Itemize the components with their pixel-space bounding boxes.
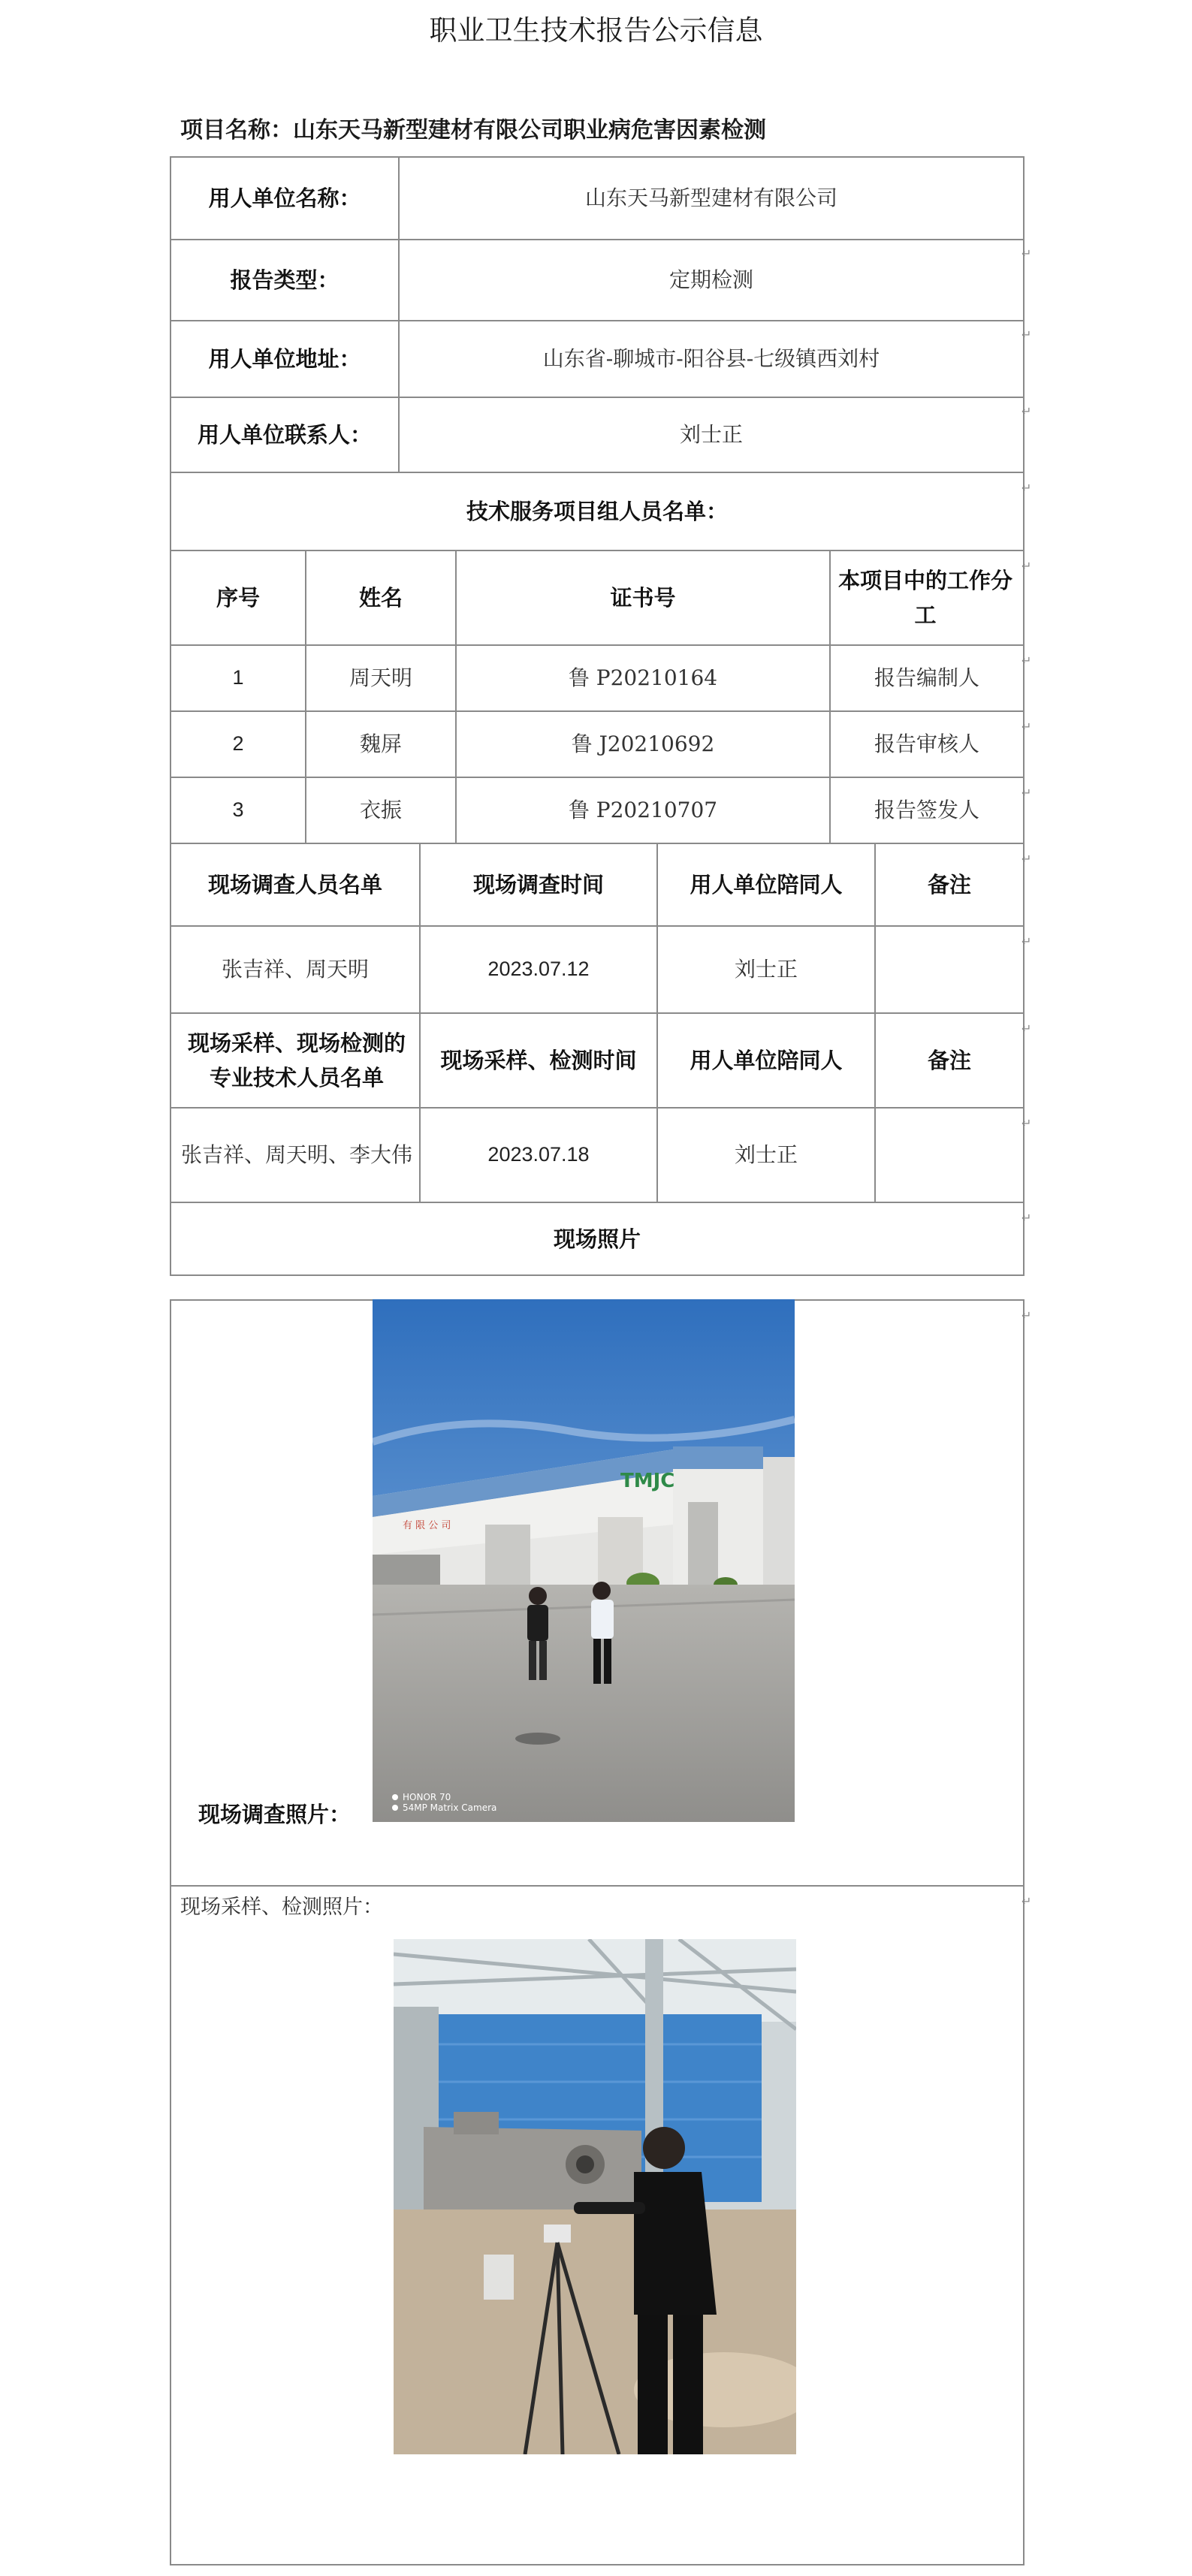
team-row-3-role: 报告签发人: [874, 797, 979, 822]
address-label: 用人单位地址：: [208, 345, 361, 372]
paragraph-mark: ↵: [1021, 1308, 1032, 1323]
survey-staff: 张吉祥、周天明: [221, 956, 369, 982]
team-row-3-no: 3: [232, 798, 244, 822]
sampling-col-date: 现场采样、检测时间: [440, 1047, 637, 1073]
photos-heading: 现场照片: [553, 1226, 641, 1252]
sampling-photo: [394, 1939, 796, 2454]
team-row-1-name: 周天明: [349, 665, 412, 690]
team-row-1-cert: 鲁 P20210164: [568, 665, 718, 690]
paragraph-mark: ↵: [1021, 481, 1032, 495]
team-row-1-role: 报告编制人: [874, 665, 979, 690]
paragraph-mark: ↵: [1021, 246, 1032, 261]
survey-col-companion: 用人单位陪同人: [690, 871, 843, 897]
team-row-2-role: 报告审核人: [874, 731, 979, 756]
sampling-col-companion: 用人单位陪同人: [690, 1047, 843, 1073]
paragraph-mark: ↵: [1021, 327, 1032, 342]
sampling-date: 2023.07.18: [487, 1143, 590, 1166]
page-title: 职业卫生技术报告公示信息: [429, 14, 763, 47]
svg-text:有 限 公 司: 有 限 公 司: [403, 1520, 451, 1531]
col-no: 序号: [216, 584, 260, 611]
team-row-1-no: 1: [232, 666, 244, 689]
survey-companion: 刘士正: [734, 956, 798, 982]
paragraph-mark: ↵: [1021, 1211, 1032, 1225]
contact-value: 刘士正: [679, 421, 743, 447]
paragraph-mark: ↵: [1021, 719, 1032, 734]
team-row-2-cert: 鲁 J20210692: [571, 731, 715, 756]
team-heading: 技术服务项目组人员名单：: [466, 498, 728, 524]
sampling-staff: 张吉祥、周天明、李大伟: [180, 1142, 412, 1167]
sampling-note: [876, 1109, 1023, 1202]
survey-col-date: 现场调查时间: [472, 871, 604, 897]
survey-photo-label: 现场调查照片：: [198, 1801, 352, 1827]
camera-watermark-1: HONOR 70: [403, 1792, 451, 1802]
paragraph-mark: ↵: [1021, 786, 1032, 800]
team-row-2-name: 魏屏: [359, 731, 402, 756]
survey-photo: [373, 1299, 795, 1822]
col-role: 本项目中的工作分工: [837, 567, 1012, 628]
project-name: 项目名称：山东天马新型建材有限公司职业病危害因素检测: [180, 117, 766, 143]
unit-name-value: 山东天马新型建材有限公司: [584, 185, 837, 210]
paragraph-mark: ↵: [1021, 1116, 1032, 1130]
team-row-3-cert: 鲁 P20210707: [568, 797, 718, 822]
col-cert: 证书号: [610, 584, 676, 611]
survey-col-note: 备注: [927, 871, 971, 897]
paragraph-mark: ↵: [1021, 404, 1032, 418]
paragraph-mark: ↵: [1021, 1021, 1032, 1036]
sampling-photo-label: 现场采样、检测照片：: [180, 1896, 383, 1920]
col-name: 姓名: [358, 584, 403, 611]
unit-name-label: 用人单位名称：: [208, 185, 361, 211]
paragraph-mark: ↵: [1021, 1894, 1032, 1908]
report-type-label: 报告类型：: [230, 267, 339, 293]
contact-label: 用人单位联系人：: [197, 421, 372, 448]
sampling-col-note: 备注: [927, 1047, 971, 1073]
company-sign: TMJC: [620, 1470, 675, 1492]
report-type-value: 定期检测: [668, 267, 753, 292]
team-row-2-no: 2: [232, 732, 244, 756]
team-row-3-name: 衣振: [359, 797, 402, 822]
camera-watermark-2: 54MP Matrix Camera: [403, 1802, 497, 1813]
sampling-col-staff: 现场采样、现场检测的专业技术人员名单: [187, 1030, 406, 1090]
paragraph-mark: ↵: [1021, 852, 1032, 866]
survey-note: [876, 927, 1023, 1012]
address-value: 山东省-聊城市-阳谷县-七级镇西刘村: [542, 345, 880, 371]
survey-date: 2023.07.12: [487, 958, 590, 981]
survey-col-staff: 现场调查人员名单: [207, 871, 382, 897]
sampling-companion: 刘士正: [734, 1142, 798, 1167]
paragraph-mark: ↵: [1021, 653, 1032, 668]
paragraph-mark: ↵: [1021, 934, 1032, 949]
paragraph-mark: ↵: [1021, 559, 1032, 573]
